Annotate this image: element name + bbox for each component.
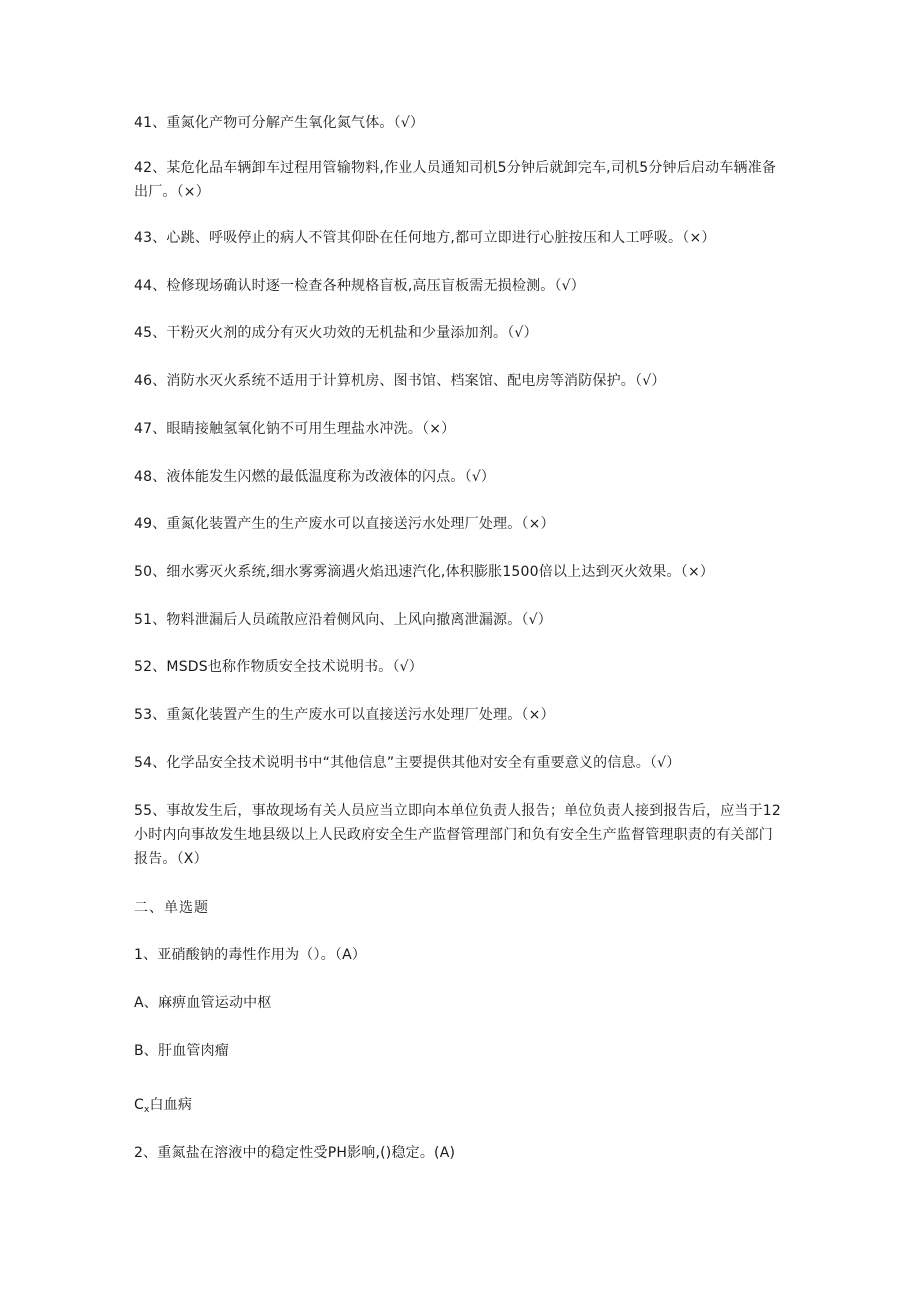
question-45: 45、干粉灭火剂的成分有灭火功效的无机盐和少量添加剂。（√） (134, 325, 538, 341)
option-c-letter: C (134, 1097, 144, 1113)
question-54: 54、化学品安全技术说明书中“其他信息”主要提供其他对安全有重要意义的信息。（√） (134, 755, 681, 771)
question-47: 47、眼睛接触氢氧化钠不可用生理盐水冲洗。（×） (134, 421, 456, 437)
option-c-subscript: x (143, 1105, 150, 1115)
question-43: 43、心跳、呼吸停止的病人不管其仰卧在任何地方,都可立即进行心脏按压和人工呼吸。（×） (134, 230, 716, 246)
question-41: 41、重氮化产物可分解产生氧化氮气体。（√） (134, 115, 425, 131)
question-50: 50、细水雾灭火系统,细水雾雾滴遇火焰迅速汽化,体积膨胀1500倍以上达到灭火效果。（×） (134, 564, 715, 580)
question-46: 46、消防水灭火系统不适用于计算机房、图书馆、档案馆、配电房等消防保护。（√） (134, 373, 666, 389)
question-42: 42、某危化品车辆卸车过程用管输物料,作业人员通知司机5分钟后就卸完车,司机5分钟后启动车辆准备出厂。（×） (134, 160, 777, 200)
question-1-stem: 1、亚硝酸钠的毒性作用为（）。（A） (134, 947, 367, 963)
option-a: A、麻痹血管运动中枢 (134, 995, 272, 1011)
question-48: 48、液体能发生闪燃的最低温度称为改液体的闪点。（√） (134, 469, 496, 485)
question-53: 53、重氮化装置产生的生产废水可以直接送污水处理厂处理。（×） (134, 707, 555, 723)
option-c (134, 1094, 794, 1121)
section-title: 二、单选题 (134, 900, 209, 916)
option-b: B、肝血管肉瘤 (134, 1043, 230, 1059)
option-c-text: 白血病 (149, 1097, 193, 1113)
question-2-stem: 2、重氮盐在溶液中的稳定性受PH影响,()稳定。(A) (134, 1145, 456, 1161)
question-55: 55、事故发生后，事故现场有关人员应当立即向本单位负责人报告；单位负责人接到报告后，应当于12小时内向事故发生地县级以上人民政府安全生产监督管理部门和负有安全生产监督管理职责的有关部门报告。（X） (134, 803, 782, 867)
question-49: 49、重氮化装置产生的生产废水可以直接送污水处理厂处理。（×） (134, 516, 555, 532)
question-51: 51、物料泄漏后人员疏散应沿着侧风向、上风向撤离泄漏源。（√） (134, 612, 552, 628)
question-44: 44、检修现场确认时逐一检查各种规格盲板,高压盲板需无损检测。（√） (134, 278, 585, 294)
question-52: 52、MSDS也称作物质安全技术说明书。（√） (134, 659, 423, 675)
